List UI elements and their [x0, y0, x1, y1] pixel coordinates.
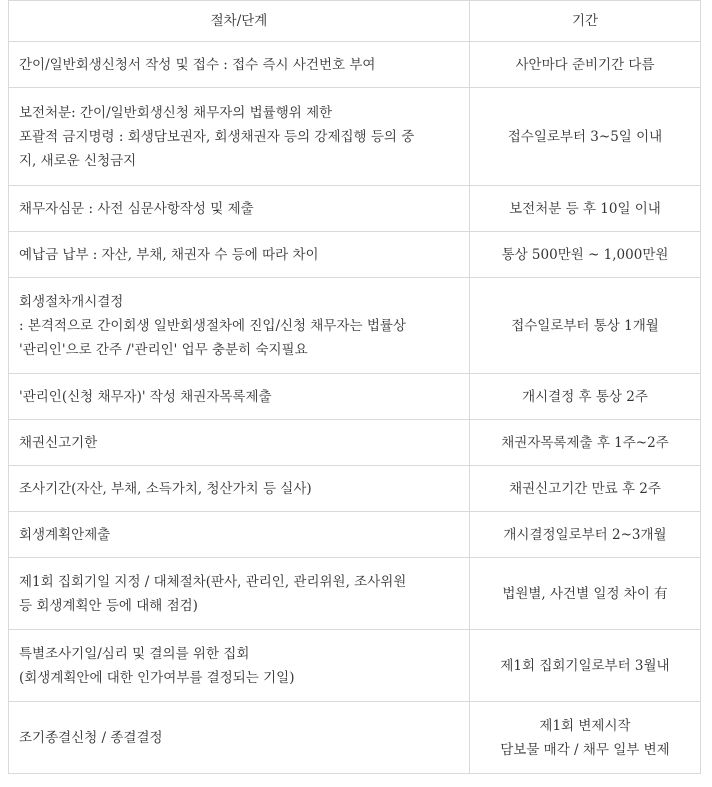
step-text: (회생계획안에 대한 인가여부를 결정되는 기일) — [19, 669, 295, 686]
step-cell — [9, 702, 470, 774]
period-text: 보전처분 등 후 10일 이내 — [509, 200, 661, 217]
table-row — [9, 630, 701, 702]
table-row — [9, 186, 701, 232]
table-row — [9, 42, 701, 88]
period-text: 제1회 집회기일로부터 3월내 — [500, 657, 670, 674]
header-period: 기간 — [470, 1, 701, 42]
period-cell — [470, 558, 701, 630]
step-text: '관리인'으로 간주 /'관리인' 업무 충분히 숙지필요 — [19, 341, 308, 358]
table-row — [9, 88, 701, 186]
step-cell — [9, 512, 470, 558]
step-text: 특별조사기일/심리 및 결의를 위한 집회 — [19, 645, 250, 662]
header-step: 절차/단계 — [9, 1, 470, 42]
period-cell — [470, 278, 701, 374]
period-cell — [470, 702, 701, 774]
step-text: 제1회 집회기일 지정 / 대체절차(판사, 관리인, 관리위원, 조사위원 — [19, 573, 407, 590]
step-cell — [9, 466, 470, 512]
table-row — [9, 232, 701, 278]
period-cell — [470, 374, 701, 420]
step-text: 예납금 납부 : 자산, 부채, 채권자 수 등에 따라 차이 — [19, 246, 319, 263]
step-cell — [9, 232, 470, 278]
period-text: 채권자목록제출 후 1주~2주 — [501, 434, 669, 451]
period-text: 통상 500만원 ~ 1,000만원 — [501, 246, 669, 263]
table-row — [9, 558, 701, 630]
table-row — [9, 512, 701, 558]
table-row — [9, 702, 701, 774]
step-text: 보전처분: 간이/일반회생신청 채무자의 법률행위 제한 — [19, 104, 333, 121]
header-row — [9, 1, 701, 42]
period-cell — [470, 232, 701, 278]
period-cell — [470, 186, 701, 232]
step-text: '관리인(신청 채무자)' 작성 채권자목록제출 — [19, 388, 272, 405]
step-text: 회생절차개시결정 — [19, 293, 124, 310]
period-text: 채권신고기간 만료 후 2주 — [509, 480, 661, 497]
period-text: 법원별, 사건별 일정 차이 有 — [502, 585, 668, 602]
step-cell — [9, 186, 470, 232]
period-cell — [470, 42, 701, 88]
table-row — [9, 278, 701, 374]
table-row — [9, 374, 701, 420]
step-text: 포괄적 금지명령 : 회생담보권자, 회생채권자 등의 강제집행 등의 중 — [19, 128, 415, 145]
period-text: 개시결정 후 통상 2주 — [522, 388, 648, 405]
step-text: 채무자심문 : 사전 심문사항작성 및 제출 — [19, 200, 254, 217]
table-row — [9, 420, 701, 466]
step-cell — [9, 88, 470, 186]
step-cell — [9, 630, 470, 702]
step-text: 조기종결신청 / 종결결정 — [19, 729, 163, 746]
step-text: 지, 새로운 신청금지 — [19, 152, 137, 169]
step-text: 채권신고기한 — [19, 434, 98, 451]
step-text: 등 회생계획안 등에 대해 점검) — [19, 597, 198, 614]
procedure-table — [8, 0, 701, 774]
step-cell — [9, 374, 470, 420]
period-cell — [470, 512, 701, 558]
step-cell — [9, 42, 470, 88]
period-text: 접수일로부터 통상 1개월 — [511, 317, 659, 334]
period-text: 개시결정일로부터 2~3개월 — [503, 526, 667, 543]
period-cell — [470, 630, 701, 702]
step-cell — [9, 278, 470, 374]
period-cell — [470, 88, 701, 186]
period-text: 접수일로부터 3~5일 이내 — [507, 128, 663, 145]
step-cell — [9, 420, 470, 466]
step-text: 간이/일반회생신청서 작성 및 접수 : 접수 즉시 사건번호 부여 — [19, 56, 376, 73]
table-row — [9, 466, 701, 512]
step-text: 조사기간(자산, 부채, 소득가치, 청산가치 등 실사) — [19, 480, 312, 497]
period-cell — [470, 420, 701, 466]
period-text: 사안마다 준비기간 다름 — [515, 56, 655, 73]
period-cell — [470, 466, 701, 512]
step-text: : 본격적으로 간이회생 일반회생절차에 진입/신청 채무자는 법률상 — [19, 317, 406, 334]
period-text: 담보물 매각 / 채무 일부 변제 — [500, 741, 670, 758]
step-text: 회생계획안제출 — [19, 526, 111, 543]
step-cell — [9, 558, 470, 630]
period-text: 제1회 변제시작 — [539, 717, 631, 734]
